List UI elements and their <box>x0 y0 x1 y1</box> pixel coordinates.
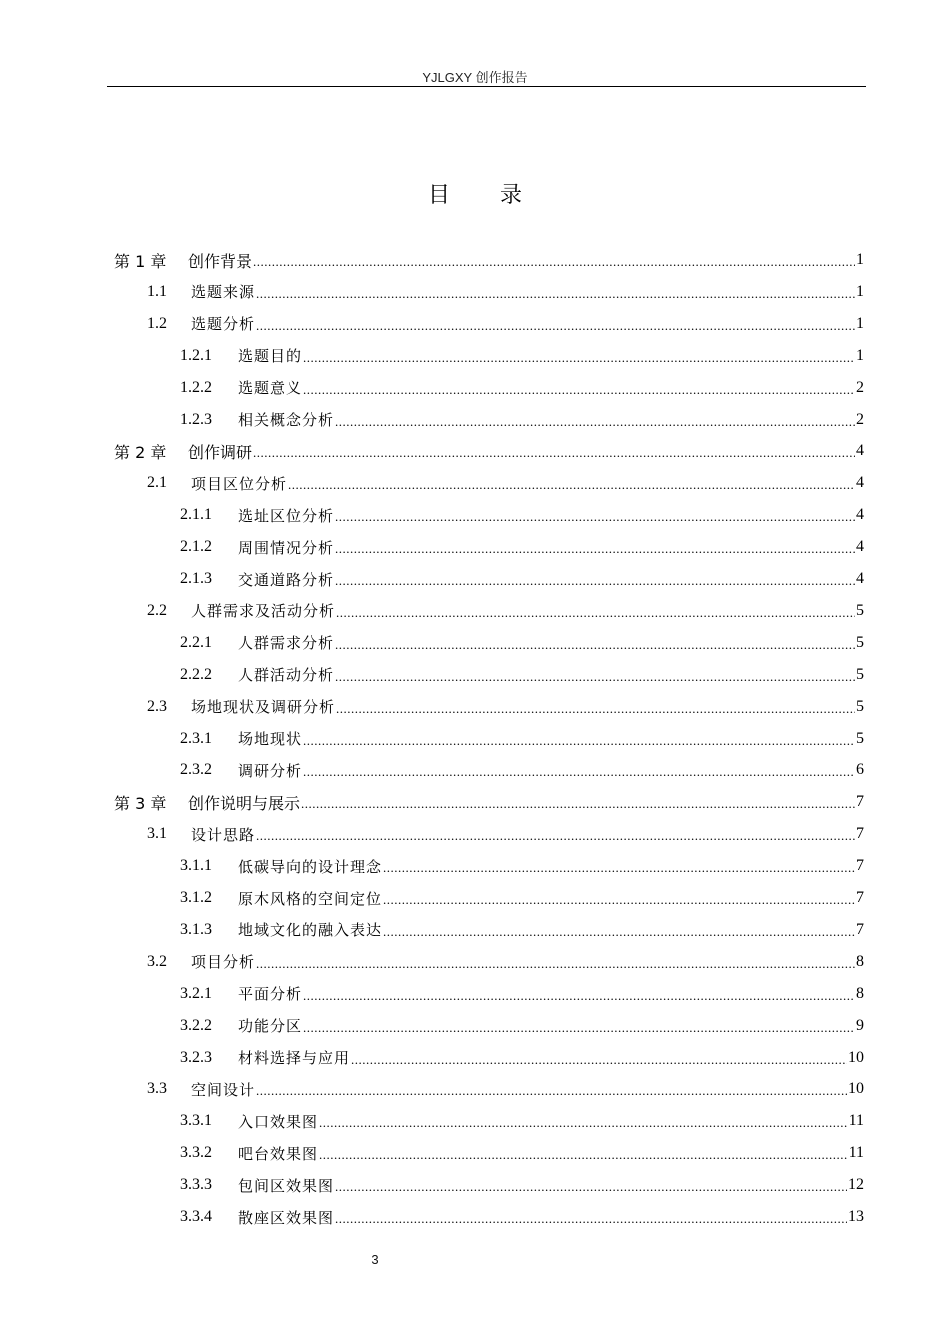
toc-entry-number: 3.2.3 <box>180 1048 212 1066</box>
toc-title-left: 目 <box>427 183 450 208</box>
toc-entry-number: 3.1.2 <box>180 889 212 906</box>
toc-entry-page: 10 <box>848 1048 864 1066</box>
toc-entry-page: 4 <box>856 442 864 460</box>
toc-entry-page: 11 <box>848 1144 864 1162</box>
toc-entry-title: 地域文化的融入表达 <box>238 921 383 940</box>
toc-entry[interactable] <box>180 372 864 404</box>
toc-entry-number: 3.3.1 <box>180 1112 212 1130</box>
toc-entry-page: 4 <box>856 538 864 556</box>
toc-entry[interactable] <box>180 882 864 914</box>
toc-entry[interactable] <box>114 244 864 276</box>
toc-entry-title: 人群活动分析 <box>238 666 335 685</box>
toc-entry-title: 材料选择与应用 <box>238 1049 351 1067</box>
toc-entry-title: 选址区位分析 <box>238 506 335 525</box>
toc-entry-number: 1.2.1 <box>180 346 212 364</box>
toc-entry[interactable] <box>180 723 864 755</box>
toc-entry-number: 3.1 <box>147 825 167 843</box>
toc-entry-number: 2.2 <box>147 601 167 619</box>
toc-entry[interactable] <box>147 467 864 499</box>
toc-entry-number: 1.2 <box>147 314 167 332</box>
toc-entry[interactable] <box>147 691 864 723</box>
page-number: 3 <box>371 1252 379 1267</box>
toc-entry-title: 设计思路 <box>191 825 256 844</box>
toc-dot-leader <box>351 1052 847 1068</box>
toc-entry[interactable] <box>180 1201 864 1233</box>
toc-entry-page: 2 <box>856 378 864 396</box>
toc-title-right: 录 <box>500 183 523 208</box>
toc-entry-page: 5 <box>856 633 864 651</box>
toc-entry[interactable] <box>147 818 864 850</box>
toc-entry-title: 场地现状 <box>238 730 303 748</box>
toc-entry-number: 2.1 <box>147 474 167 492</box>
toc-entry-number: 2.2.1 <box>180 633 212 651</box>
toc-entry-page: 5 <box>856 729 864 747</box>
toc-dot-leader <box>335 573 855 589</box>
toc-dot-leader <box>256 828 855 844</box>
toc-entry-page: 1 <box>856 251 864 268</box>
toc-dot-leader <box>383 924 855 940</box>
toc-dot-leader <box>256 1083 847 1099</box>
toc-dot-leader <box>335 509 855 525</box>
toc-entry-page: 12 <box>848 1176 864 1194</box>
toc-entry[interactable] <box>180 499 864 531</box>
toc-entry-page: 4 <box>856 570 864 587</box>
toc-entry[interactable] <box>180 914 864 946</box>
toc-entry-title: 选题分析 <box>191 315 256 334</box>
toc-entry-title: 入口效果图 <box>238 1112 319 1131</box>
toc-dot-leader <box>383 892 855 908</box>
toc-entry[interactable] <box>147 276 864 308</box>
toc-dot-leader <box>256 956 855 972</box>
toc-entry-page: 5 <box>856 601 864 619</box>
toc-entry-number: 3.1.1 <box>180 857 212 875</box>
toc-entry[interactable] <box>180 659 864 691</box>
toc-entry[interactable] <box>180 1169 864 1201</box>
toc-entry-number: 3.2 <box>147 952 167 970</box>
toc-entry[interactable] <box>147 595 864 627</box>
toc-entry-title: 原木风格的空间定位 <box>238 889 383 908</box>
toc-entry[interactable] <box>180 850 864 882</box>
toc-entry-page: 9 <box>856 1016 864 1034</box>
toc-dot-leader <box>336 605 855 621</box>
toc-entry-number: 1.2.2 <box>180 378 212 396</box>
toc-dot-leader <box>253 445 855 461</box>
toc-entry-number: 3.2.2 <box>180 1016 212 1034</box>
toc-entry-page: 13 <box>848 1208 864 1225</box>
toc-entry-title: 调研分析 <box>238 761 303 780</box>
toc-entry-number: 3.1.3 <box>180 920 212 938</box>
header-rule <box>107 86 866 87</box>
toc-entry-page: 11 <box>848 1112 864 1130</box>
toc-dot-leader <box>383 860 855 876</box>
toc-entry-title: 人群需求分析 <box>238 634 335 653</box>
toc-dot-leader <box>303 764 855 780</box>
toc-entry-title: 创作背景 <box>188 251 253 271</box>
toc-entry-number: 2.1.2 <box>180 538 212 556</box>
toc-entry[interactable] <box>180 531 864 563</box>
toc-entry-number: 第 3 章 <box>114 793 167 813</box>
toc-dot-leader <box>288 477 855 493</box>
toc-entry-page: 7 <box>856 889 864 906</box>
toc-entry-page: 10 <box>848 1080 864 1098</box>
toc-entry-page: 7 <box>856 793 864 811</box>
toc-entry-page: 8 <box>856 952 864 970</box>
toc-dot-leader <box>253 254 855 270</box>
running-header: YJLGXY 创作报告 <box>422 70 528 85</box>
toc-entry[interactable] <box>147 308 864 340</box>
toc-dot-leader <box>319 1115 848 1131</box>
toc-dot-leader <box>303 1020 855 1036</box>
toc-entry-page: 7 <box>856 920 864 938</box>
toc-entry-page: 8 <box>856 984 864 1002</box>
toc-dot-leader <box>319 1147 848 1163</box>
toc-dot-leader <box>335 669 855 685</box>
toc-entry-number: 2.3.1 <box>180 729 212 747</box>
toc-entry-page: 7 <box>856 857 864 875</box>
toc-dot-leader <box>256 318 855 334</box>
toc-entry[interactable] <box>147 946 864 978</box>
toc-entry-page: 5 <box>856 665 864 683</box>
toc-entry[interactable] <box>180 978 864 1010</box>
toc-dot-leader <box>256 286 855 302</box>
toc-entry-page: 6 <box>856 761 864 779</box>
toc-entry-title: 场地现状及调研分析 <box>191 698 336 717</box>
toc-entry-number: 2.2.2 <box>180 665 212 683</box>
toc-entry[interactable] <box>180 1105 864 1137</box>
toc-entry[interactable] <box>180 1137 864 1169</box>
toc-entry-title: 创作调研 <box>188 442 253 462</box>
toc-entry-title: 包间区效果图 <box>238 1176 335 1195</box>
toc-entry-page: 5 <box>856 697 864 715</box>
toc-entry-title: 人群需求及活动分析 <box>191 602 336 621</box>
toc-entry-number: 3.3 <box>147 1080 167 1098</box>
toc-entry-number: 第 2 章 <box>114 442 167 462</box>
toc-dot-leader <box>335 541 855 557</box>
toc-entry-number: 1.2.3 <box>180 410 212 428</box>
toc-entry[interactable] <box>180 1042 864 1074</box>
toc-entry-title: 相关概念分析 <box>238 411 335 429</box>
toc-entry-number: 3.3.3 <box>180 1176 212 1194</box>
toc-dot-leader <box>335 414 855 430</box>
toc-dot-leader <box>303 350 855 366</box>
toc-entry-number: 2.1.1 <box>180 506 212 524</box>
toc-dot-leader <box>303 733 855 749</box>
toc-entry-page: 1 <box>856 314 864 332</box>
toc-dot-leader <box>335 637 855 653</box>
toc-entry[interactable] <box>114 435 864 467</box>
toc-entry[interactable] <box>180 1010 864 1042</box>
toc-entry[interactable] <box>180 563 864 595</box>
toc-entry-title: 平面分析 <box>238 985 303 1004</box>
toc-entry-page: 4 <box>856 474 864 492</box>
toc-dot-leader <box>335 1179 847 1195</box>
toc-entry-title: 周围情况分析 <box>238 538 335 557</box>
toc-entry[interactable] <box>147 1073 864 1105</box>
toc-entry-number: 2.3.2 <box>180 761 212 779</box>
toc-entry-title: 项目分析 <box>191 953 256 972</box>
toc-entry-page: 1 <box>856 282 864 300</box>
toc-entry-title: 散座区效果图 <box>238 1208 335 1227</box>
toc-entry-number: 2.1.3 <box>180 570 212 587</box>
toc-entry[interactable] <box>180 340 864 372</box>
toc-entry-title: 选题目的 <box>238 347 303 366</box>
toc-entry[interactable] <box>114 786 864 818</box>
toc-entry-number: 3.3.2 <box>180 1144 212 1162</box>
toc-title <box>0 178 950 209</box>
toc-entry-page: 1 <box>856 346 864 364</box>
toc-entry-title: 项目区位分析 <box>191 474 288 493</box>
toc-entry-title: 空间设计 <box>191 1080 256 1099</box>
toc-dot-leader <box>303 382 855 398</box>
toc-entry-title: 交通道路分析 <box>238 570 335 589</box>
toc-entry-page: 2 <box>856 410 864 428</box>
toc-entry-title: 选题来源 <box>191 283 256 302</box>
toc-entry[interactable] <box>180 627 864 659</box>
toc-dot-leader <box>335 1211 847 1227</box>
toc-entry[interactable] <box>180 404 864 436</box>
toc-entry-number: 3.3.4 <box>180 1208 212 1225</box>
toc-entry-title: 创作说明与展示 <box>188 793 301 813</box>
toc-entry-number: 1.1 <box>147 282 167 300</box>
toc-entry-title: 功能分区 <box>238 1017 303 1036</box>
toc-entry-number: 第 1 章 <box>114 251 167 271</box>
toc-dot-leader <box>336 701 855 717</box>
toc-dot-leader <box>303 988 855 1004</box>
toc-entry-number: 2.3 <box>147 697 167 715</box>
toc-entry-number: 3.2.1 <box>180 984 212 1002</box>
toc-entry-title: 低碳导向的设计理念 <box>238 857 383 876</box>
toc-entry-page: 4 <box>856 506 864 524</box>
toc-entry[interactable] <box>180 754 864 786</box>
toc-entry-page: 7 <box>856 825 864 843</box>
toc-entry-title: 选题意义 <box>238 379 303 398</box>
toc-entry-title: 吧台效果图 <box>238 1144 319 1163</box>
toc-dot-leader <box>301 796 855 812</box>
